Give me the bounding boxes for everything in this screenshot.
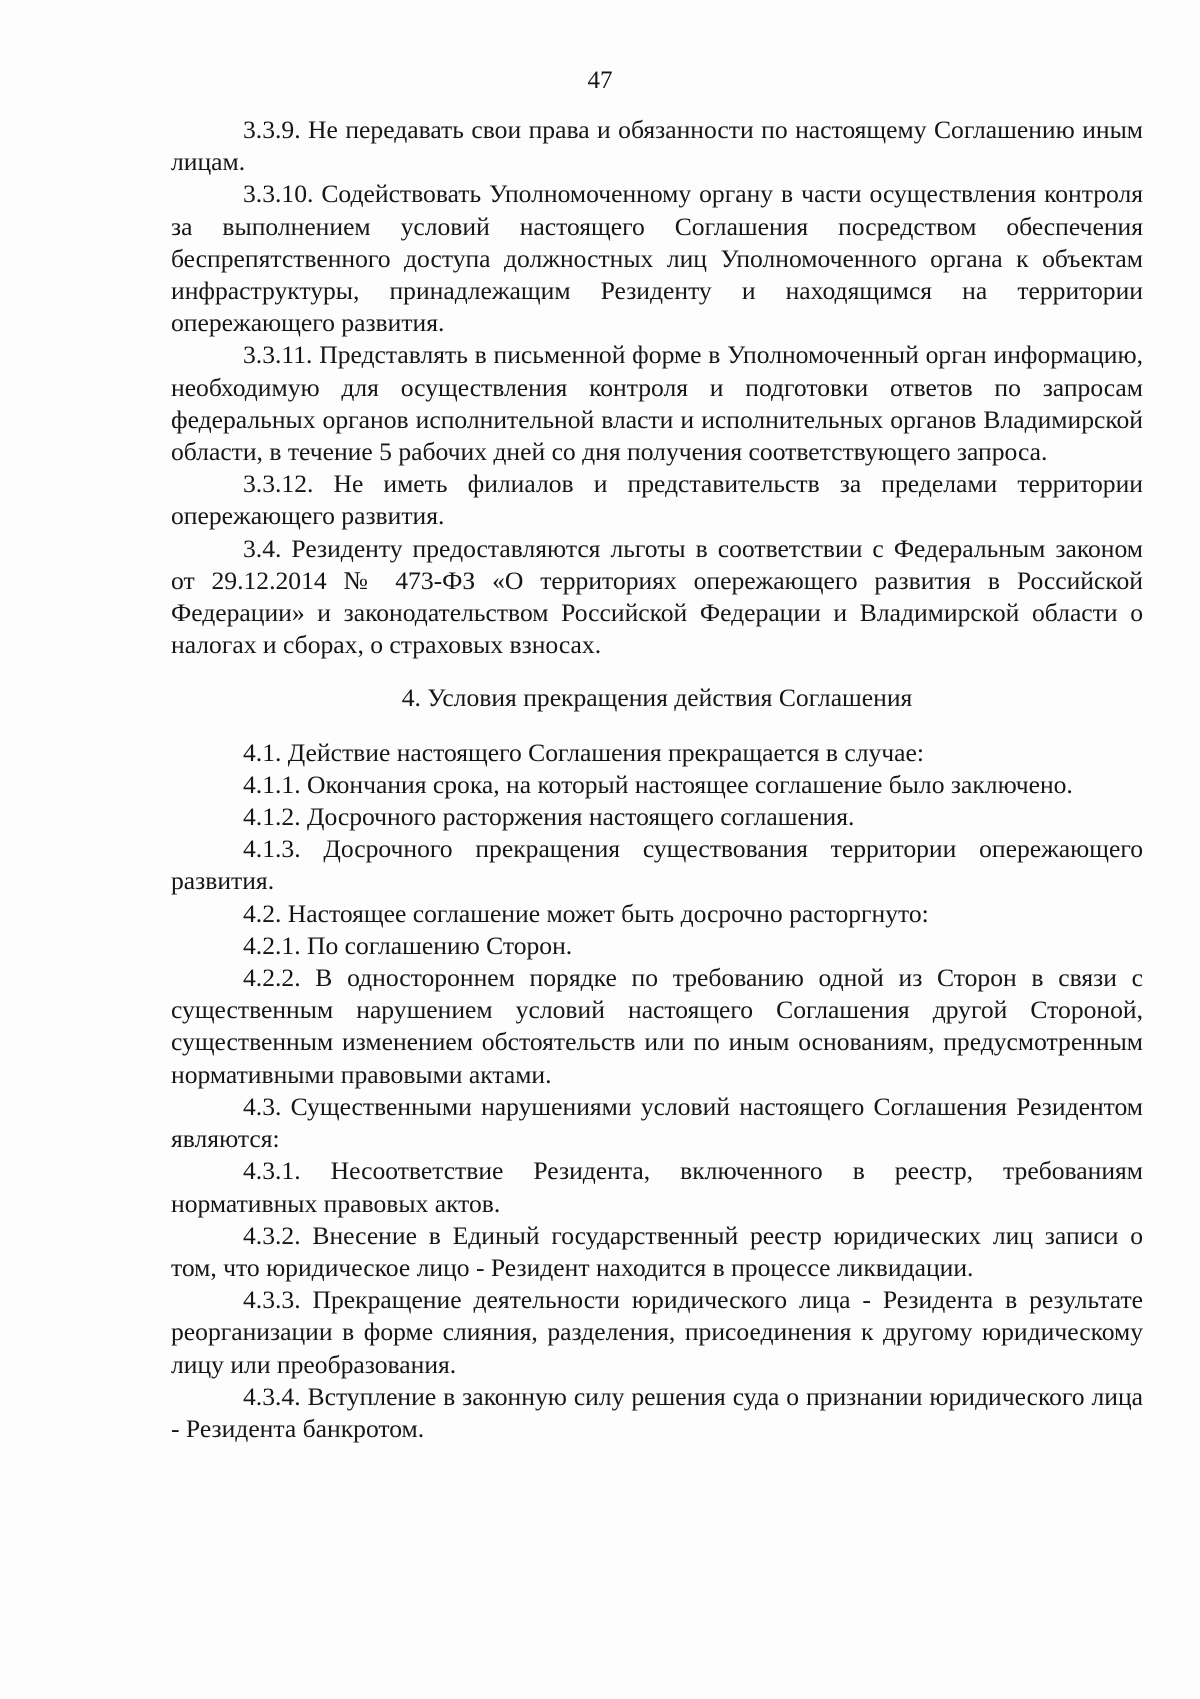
clause-4-3: 4.3. Существенными нарушениями условий настоящего Соглашения Резидентом являются: <box>171 1091 1143 1154</box>
clause-4-3-2: 4.3.2. Внесение в Единый государственный реестр юридических лиц записи о том, что юридическое лицо - Резидент находится в процессе ликвидации. <box>171 1220 1143 1282</box>
clause-4-3-3: 4.3.3. Прекращение деятельности юридического лица - Резидента в результате реорганизации в форме слияния, разделения, присоединения к другому юридическому лицу или преобразования. <box>171 1285 1143 1379</box>
clause-3-3-11: 3.3.11. Представлять в письменной форме в Уполномоченный орган информацию, необходимую для осуществления контроля и подготовки ответов по запросам федеральных органов исполнительной власти и исполнительных органов Владимирской области, в течение 5 рабочих дней со дня получения соответствующего запроса. <box>171 340 1143 467</box>
clause-4-1-2: 4.1.2. Досрочного расторжения настоящего соглашения. <box>243 802 855 832</box>
clause-4-3-1: 4.3.1. Несоответствие Резидента, включенного в реестр, требованиям нормативных правовых актов. <box>171 1156 1143 1218</box>
clause-3-3-12: 3.3.12. Не иметь филиалов и представительств за пределами территории опережающего развития. <box>171 469 1143 531</box>
clause-3-3-9: 3.3.9. Не передавать свои права и обязанности по настоящему Соглашению иным лицам. <box>171 115 1143 177</box>
section-heading: 4. Условия прекращения действия Соглашения <box>401 683 913 713</box>
clause-4-1: 4.1. Действие настоящего Соглашения прекращается в случае: <box>243 737 925 767</box>
document-body <box>171 114 1143 1445</box>
clause-4-3-4: 4.3.4. Вступление в законную силу решения суда о признании юридического лица - Резидента банкротом. <box>171 1381 1143 1443</box>
clause-4-2: 4.2. Настоящее соглашение может быть досрочно расторгнуто: <box>243 898 929 928</box>
page-number: 47 <box>587 67 613 94</box>
clause-4-2-1: 4.2.1. По соглашению Сторон. <box>243 930 573 960</box>
clause-4-2-2: 4.2.2. В одностороннем порядке по требованию одной из Сторон в связи с существенным нарушением условий настоящего Соглашения другой Стороной, существенным изменением обстоятельств или по иным основаниям, предусмотренным нормативными правовыми актами. <box>171 963 1143 1089</box>
clause-3-3-10: 3.3.10. Содействовать Уполномоченному органу в части осуществления контроля за выполнением условий настоящего Соглашения посредством обеспечения беспрепятственного доступа должностных лиц Уполномоченного органа к объектам инфраструктуры, принадлежащим Резиденту и находящимся на территории опережающего развития. <box>171 179 1143 338</box>
clause-4-1-1: 4.1.1. Окончания срока, на который настоящее соглашение было заключено. <box>243 769 1073 799</box>
clause-4-1-3: 4.1.3. Досрочного прекращения существования территории опережающего развития. <box>171 834 1143 896</box>
clause-3-4: 3.4. Резиденту предоставляются льготы в соответствии с Федеральным законом от 29.12.2014 № 473-ФЗ «О территориях опережающего развития в Российской Федерации» и законодательством Российской Федерации и Владимирской области о налогах и сборах, о страховых взносах. <box>171 533 1143 660</box>
